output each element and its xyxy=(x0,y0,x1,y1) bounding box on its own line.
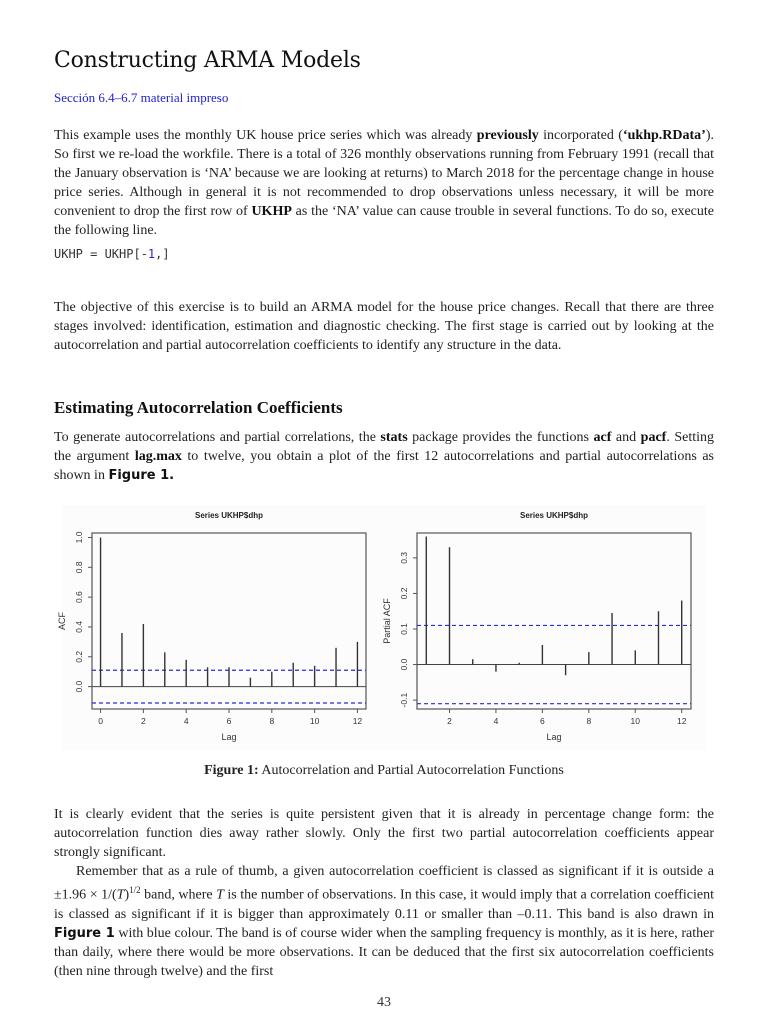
pacf-chart xyxy=(382,511,691,742)
discussion-paragraph-2: Remember that as a rule of thumb, a given autocorrelation coefficient is classed as significant if it is outside $a \pm 1.96 \times 1/(T)^{1/2}$ band, where T is the number of observations. In this case, it would imply that a correlation coefficient is classed as significant if it is bigger than approximately 0.11 or smaller than –0.11. This band is also drawn in Figure 1 with blue colour. The band is of course wider when the sampling frequency is monthly, as it is here, rather than daily, where there would be more observations. It can be deduced that the first six autocorrelation coefficients (then nine through twelve) and the first xyxy=(54,864,714,979)
chart-title: Series UKHP$dhp xyxy=(194,511,264,520)
x-axis-label: Lag xyxy=(221,732,237,742)
code-line: UKHP = UKHP[-1,] xyxy=(54,247,170,261)
x-tick-label: 4 xyxy=(493,716,499,726)
section-heading: Estimating Autocorrelation Coefficients xyxy=(54,398,343,417)
x-tick-label: 10 xyxy=(630,716,641,726)
x-tick-label: 10 xyxy=(309,716,320,726)
y-tick-label: 0.8 xyxy=(74,561,84,574)
y-tick-label: 0.0 xyxy=(399,658,409,671)
y-tick-label: 0.3 xyxy=(399,551,409,564)
y-axis-label: ACF xyxy=(57,612,67,630)
section-reference-link[interactable]: Sección 6.4–6.7 material impreso xyxy=(54,90,229,105)
page-number: 43 xyxy=(377,995,391,1010)
x-axis-label: Lag xyxy=(546,732,562,742)
figure-caption: Figure 1: Autocorrelation and Partial Autocorrelation Functions xyxy=(204,763,564,778)
y-axis-label: Partial ACF xyxy=(382,598,392,644)
y-tick-label: 1.0 xyxy=(74,531,84,544)
y-tick-label: 0.2 xyxy=(399,587,409,600)
objective-paragraph: The objective of this exercise is to build an ARMA model for the house price changes. Recall that there are three stages involved: identification, estimation and diagnostic checking. The first stage is carried out by looking at the autocorrelation and partial autocorrelation coefficients to identify any structure in the data. xyxy=(54,300,714,353)
y-tick-label: -0.1 xyxy=(399,692,409,708)
chart-title: Series UKHP$dhp xyxy=(519,511,589,520)
y-tick-label: 0.2 xyxy=(74,650,84,663)
x-tick-label: 4 xyxy=(183,716,189,726)
x-tick-label: 12 xyxy=(676,716,687,726)
intro-paragraph: This example uses the monthly UK house price series which was already previously incorporated (‘ukhp.RData’). So first we re-load the workfile. There is a total of 326 monthly observations running from February 1991 (recall that the January observation is ‘NA’ because we are looking at returns) to March 2018 for the percentage change in house price series. Although in general it is not recommended to drop observations unless necessary, it will be more convenient to drop the first row of UKHP as the ‘NA’ value can cause trouble in several functions. To do so, execute the following line. xyxy=(54,128,715,238)
acf-chart xyxy=(57,511,366,742)
plot-frame xyxy=(417,533,691,709)
x-tick-label: 12 xyxy=(352,716,363,726)
x-tick-label: 2 xyxy=(447,716,452,726)
section-paragraph: To generate autocorrelations and partial correlations, the stats package provides the functions acf and pacf. Setting the argument lag.max to twelve, you obtain a plot of the first 12 autocorrelations and partial autocorrelations as shown in Figure 1. xyxy=(54,430,715,483)
x-tick-label: 8 xyxy=(269,716,275,726)
x-tick-label: 2 xyxy=(141,716,146,726)
x-tick-label: 8 xyxy=(586,716,592,726)
x-tick-label: 6 xyxy=(226,716,232,726)
y-tick-label: 0.1 xyxy=(399,623,409,635)
x-tick-label: 6 xyxy=(540,716,545,726)
y-tick-label: 0.6 xyxy=(74,591,84,604)
x-tick-label: 0 xyxy=(98,716,103,726)
y-tick-label: 0.4 xyxy=(74,621,84,633)
page-title: Constructing ARMA Models xyxy=(54,48,361,73)
discussion-paragraph-1: It is clearly evident that the series is quite persistent given that it is already in percentage change form: the autocorrelation function dies away rather slowly. Only the first two partial autocorrelation coefficients appear strongly significant. xyxy=(54,807,714,860)
y-tick-label: 0.0 xyxy=(74,680,84,693)
